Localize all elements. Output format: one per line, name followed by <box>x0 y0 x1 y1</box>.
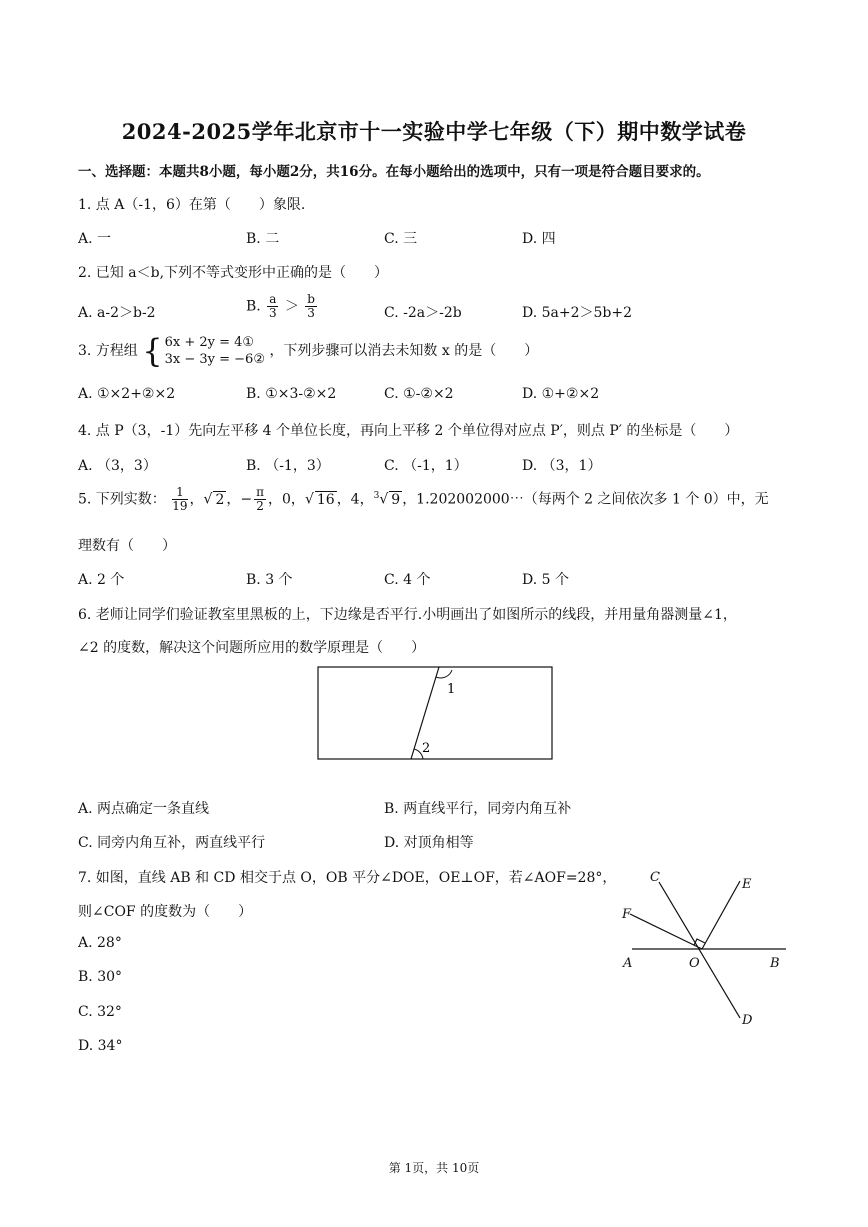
label-a: A <box>623 956 633 971</box>
numerator: b <box>307 292 315 306</box>
question-6-line2: ∠2 的度数，解决这个问题所应用的数学原理是（ ） <box>78 640 426 656</box>
sqrt-16: 16 <box>316 491 335 508</box>
question-5-stem: 5. 下列实数： $\frac{1}{19}$ ，√ 2 ，− $\frac{\pi}{2}$ ，0，√ 16 ，4，$^3$√ 9 ，1.202002000⋯（每两个 2 之间依次多 1 个 0）中，无 <box>78 485 769 513</box>
q5-tail: ，1.202002000⋯（每两个 2 之间依次多 1 个 0）中，无 <box>402 491 769 508</box>
q1-option-d: D. 四 <box>522 231 556 247</box>
denominator: 3 <box>307 306 315 320</box>
question-2-stem: 2. 已知 a＜b,下列不等式变形中正确的是（ ） <box>78 265 389 281</box>
q5-option-b: B. 3 个 <box>246 572 293 588</box>
q7-option-b: B. 30° <box>78 969 123 985</box>
q1-option-c: C. 三 <box>384 231 418 247</box>
q2-option-a: A. a-2＞b-2 <box>78 305 156 321</box>
question-1-stem: 1. 点 A（-1，6）在第（ ）象限. <box>78 197 306 213</box>
brace-icon: { <box>142 332 163 370</box>
label-f: F <box>622 907 632 922</box>
ray-of <box>630 914 702 949</box>
numerator: π <box>256 485 265 499</box>
numerator: 1 <box>172 486 187 500</box>
question-7-line1: 7. 如图，直线 AB 和 CD 相交于点 O，OB 平分∠DOE，OE⊥OF，若∠AOF=28°， <box>78 870 617 886</box>
q5-prefix: 5. 下列实数： <box>78 491 166 508</box>
q5-option-c: C. 4 个 <box>384 572 431 588</box>
q3-option-c: C. ①-②×2 <box>384 386 454 402</box>
label-e: E <box>742 877 752 892</box>
q2-option-d: D. 5a+2＞5b+2 <box>522 305 633 321</box>
q4-option-b: B. （-1，3） <box>246 458 330 474</box>
q4-option-d: D. （3，1） <box>522 458 602 474</box>
q6-option-a: A. 两点确定一条直线 <box>78 801 210 817</box>
label-b: B <box>770 956 780 971</box>
denominator: 19 <box>172 499 188 513</box>
angle-2-label: 2 <box>422 741 431 756</box>
q6-option-d: D. 对顶角相等 <box>384 835 474 851</box>
q6-option-c: C. 同旁内角互补，两直线平行 <box>78 835 266 851</box>
label-o: O <box>689 956 700 971</box>
q1-option-a: A. 一 <box>78 231 112 247</box>
label-c: C <box>650 870 660 885</box>
angle-1-label: 1 <box>447 682 456 697</box>
q3-prefix: 3. 方程组 <box>78 343 138 359</box>
q3-option-d: D. ①+②×2 <box>522 386 600 402</box>
zero-term: ，0， <box>268 491 305 508</box>
q2-option-c: C. -2a＞-2b <box>384 305 462 321</box>
q7-option-d: D. 34° <box>78 1038 123 1054</box>
minus-sign: − <box>240 491 253 508</box>
q1-option-b: B. 二 <box>246 231 280 247</box>
numerator: a <box>269 292 277 306</box>
q6-option-b: B. 两直线平行，同旁内角互补 <box>384 801 572 817</box>
question-5-line2: 理数有（ ） <box>78 538 176 554</box>
sqrt-2: 2 <box>215 491 225 508</box>
q3-option-b: B. ①×3-②×2 <box>246 386 337 402</box>
four-term: ，4， <box>336 491 374 508</box>
page-footer: 第 1页，共 10页 <box>388 1161 480 1175</box>
denominator: 2 <box>256 499 264 513</box>
denominator: 3 <box>268 306 277 320</box>
q2-b-operator: ＞ <box>284 298 299 315</box>
q7-option-a: A. 28° <box>78 935 122 951</box>
q3-option-a: A. ①×2+②×2 <box>78 386 176 402</box>
section-heading: 一、选择题：本题共8小题，每小题2分，共16分。在每小题给出的选项中，只有一项是符合题目要求的。 <box>78 164 710 180</box>
label-d: D <box>742 1013 753 1028</box>
q4-option-a: A. （3，3） <box>78 458 157 474</box>
q3-suffix: ，下列步骤可以消去未知数 x 的是（ ） <box>269 343 539 359</box>
separator: ， <box>189 491 204 508</box>
question-4-stem: 4. 点 P（3，-1）先向左平移 4 个单位长度，再向上平移 2 个单位得对应点 P′，则点 P′ 的坐标是（ ） <box>78 423 739 439</box>
cube-root-index: 3 <box>373 490 380 501</box>
q5-option-a: A. 2 个 <box>78 572 125 588</box>
question-6-line1: 6. 老师让同学们验证教室里黑板的上，下边缘是否平行.小明画出了如图所示的线段，并用量角器测量∠1， <box>78 607 737 623</box>
separator: ， <box>226 491 241 508</box>
q5-option-d: D. 5 个 <box>522 572 569 588</box>
page-title: 2024-2025学年北京市十一实验中学七年级（下）期中数学试卷 <box>121 119 747 144</box>
question-7-line2: 则∠COF 的度数为（ ） <box>78 904 253 920</box>
q2-b-prefix: B. <box>246 298 261 315</box>
ray-oe <box>702 881 740 949</box>
equation-1: 6x + 2y = 4① <box>164 335 255 350</box>
equation-2: 3x − 3y = −6② <box>164 352 265 367</box>
q4-option-c: C. （-1，1） <box>384 458 468 474</box>
cbrt-9: 9 <box>391 491 401 508</box>
q7-option-c: C. 32° <box>78 1004 122 1020</box>
